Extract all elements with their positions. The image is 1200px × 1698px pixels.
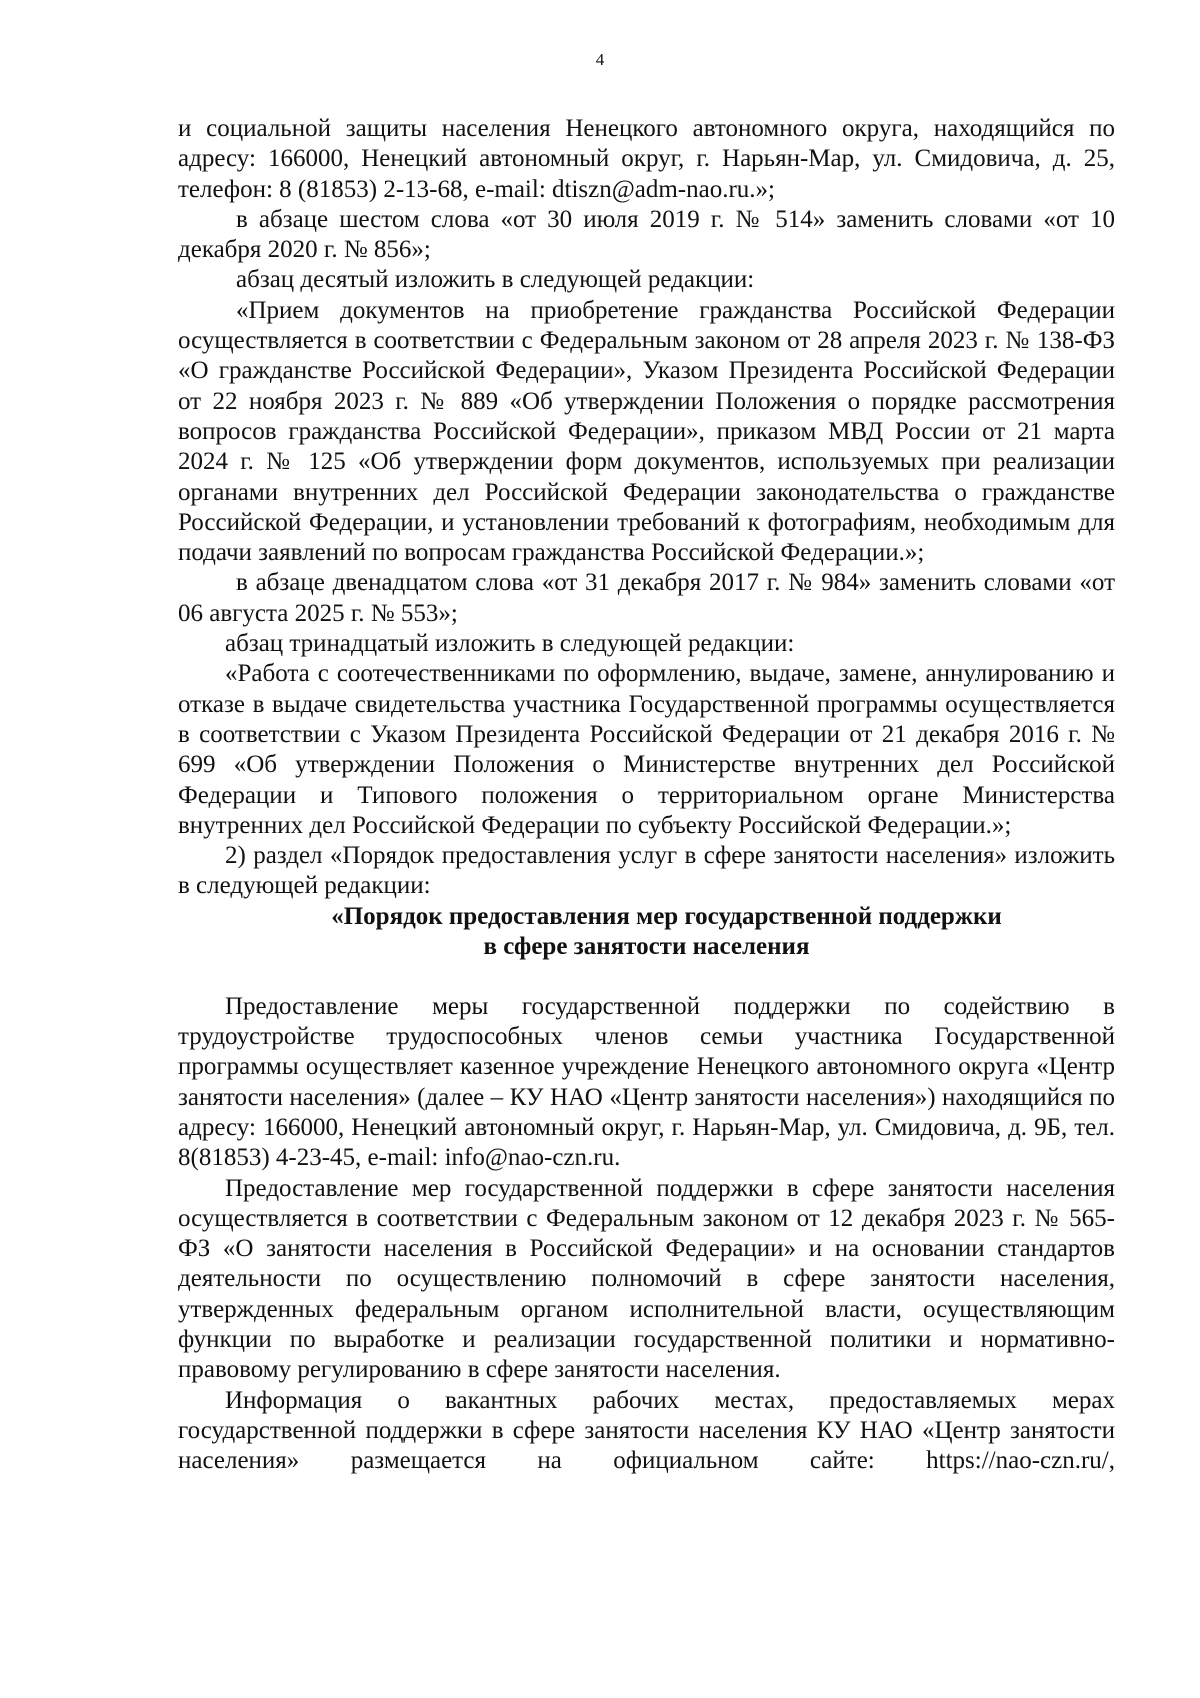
paragraph-vacancies-info: Информация о вакантных рабочих местах, предоставляемых мерах государственной поддержки в сфере занятости населения КУ НАО «Центр занятости населения» размещается на официальном сайте: https://nao-czn.ru/,	[178, 1386, 1115, 1475]
paragraph-compatriots: «Работа с соотечественниками по оформлению, выдаче, замене, аннулированию и отказе в выдаче свидетельства участника Государственной программы осуществляется в соответствии с Указом Президента Российской Федерации от 21 декабря 2016 г. № 699 «Об утверждении Положения о Министерстве внутренних дел Российской Федерации и Типового положения о территориальном органе Министерства внутренних дел Российской Федерации по субъекту Российской Федерации.»;	[178, 660, 1115, 839]
paragraph-employment-law: Предоставление мер государственной поддержки в сфере занятости населения осуществляется в соответствии с Федеральным законом от 12 декабря 2023 г. № 565-ФЗ «О занятости населения в Российской Федерации» и на основании стандартов деятельности по осуществлению полномочий в сфере занятости населения, утвержденных федеральным органом исполнительной власти, осуществляющим функции по выработке и реализации государственной политики и нормативно-правовому регулированию в сфере занятости населения.	[178, 1174, 1115, 1384]
paragraph-amendment-10: абзац десятый изложить в следующей редакции:	[236, 266, 755, 294]
paragraph-continuation: и социальной защиты населения Ненецкого автономного округа, находящийся по адресу: 166000, Ненецкий автономный округ, г. Нарьян-Мар, ул. Смидовича, д. 25, телефон: 8 (81853) 2-13-68, e-mail: dtiszn@adm-nao.ru.»;	[178, 115, 1115, 203]
spacer	[178, 962, 1115, 992]
section-heading-line-2: в сфере занятости населения	[483, 932, 810, 960]
document-body	[178, 114, 1115, 1476]
section-heading-line-1: «Порядок предоставления мер государственной поддержки	[331, 902, 1002, 930]
paragraph-employment-support: Предоставление меры государственной поддержки по содействию в трудоустройстве трудоспособных членов семьи участника Государственной программы осуществляет казенное учреждение Ненецкого автономного округа «Центр занятости населения» (далее – КУ НАО «Центр занятости населения») находящийся по адресу: 166000, Ненецкий автономный округ, г. Нарьян-Мар, ул. Смидовича, д. 9Б, тел. 8(81853) 4-23-45, e-mail: info@nao-czn.ru.	[178, 992, 1115, 1172]
paragraph-amendment-6: в абзаце шестом слова «от 30 июля 2019 г. № 514» заменить словами «от 10 декабря 2020 г. № 856»;	[178, 205, 1115, 264]
paragraph-amendment-12: в абзаце двенадцатом слова «от 31 декабря 2017 г. № 984» заменить словами «от 06 августа 2025 г. № 553»;	[178, 569, 1115, 627]
paragraph-amendment-13: абзац тринадцатый изложить в следующей редакции:	[225, 630, 795, 658]
paragraph-citizenship: «Прием документов на приобретение гражданства Российской Федерации осуществляется в соответствии с Федеральным законом от 28 апреля 2023 г. № 138-ФЗ «О гражданстве Российской Федерации», Указом Президента Российской Федерации от 22 ноября 2023 г. № 889 «Об утверждении Положения о порядке рассмотрения вопросов гражданства Российской Федерации», приказом МВД России от 21 марта 2024 г. № 125 «Об утверждении форм документов, используемых при реализации органами внутренних дел Российской Федерации законодательства о гражданстве Российской Федерации, и установлении требований к фотографиям, необходимым для подачи заявлений по вопросам гражданства Российской Федерации.»;	[178, 296, 1115, 567]
paragraph-section-2: 2) раздел «Порядок предоставления услуг в сфере занятости населения» изложить в следующей редакции:	[178, 842, 1115, 900]
page-number: 4	[595, 50, 605, 69]
